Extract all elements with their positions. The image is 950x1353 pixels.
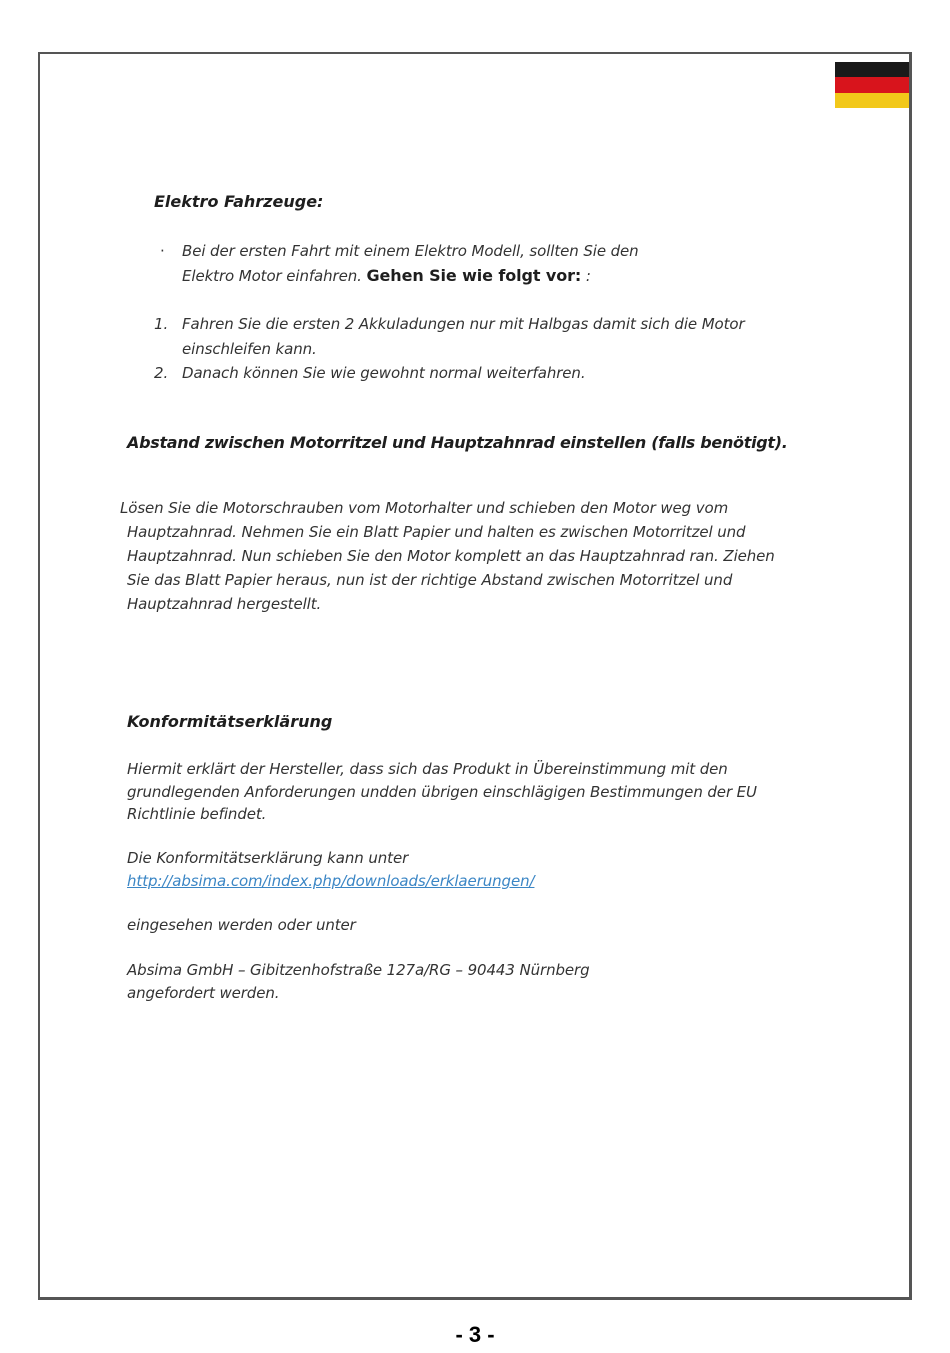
gear-text-line-4: Sie das Blatt Papier heraus, nun ist der richtige Abstand zwischen Motorritzel und [127, 571, 733, 589]
conformity-line-2: grundlegenden Anforderungen undden übrigen einschlägigen Bestimmungen der EU [127, 783, 757, 801]
conformity-link-intro: Die Konformitätserklärung kann unter [127, 849, 409, 867]
gear-text-line-1: Lösen Sie die Motorschrauben vom Motorhalter und schieben den Motor weg vom [120, 499, 729, 517]
section-heading-conformity: Konformitätserklärung [127, 712, 333, 731]
step-number-2: 2. [154, 364, 169, 382]
bullet-mark: · [160, 242, 165, 260]
conformity-alt-text: eingesehen werden oder unter [127, 916, 356, 934]
bullet-line-1: Bei der ersten Fahrt mit einem Elektro Modell, sollten Sie den [182, 242, 639, 260]
conformity-line-1: Hiermit erklärt der Hersteller, dass sich das Produkt in Übereinstimmung mit den [127, 760, 728, 778]
bullet-line-2-tail: : [581, 267, 591, 285]
section-heading-electro: Elektro Fahrzeuge: [154, 192, 324, 211]
bullet-line-2-bold: Gehen Sie wie folgt vor: [366, 266, 582, 285]
step-1-line-1: Fahren Sie die ersten 2 Akkuladungen nur mit Halbgas damit sich die Motor [182, 315, 745, 333]
address-line-1: Absima GmbH – Gibitzenhofstraße 127a/RG – 90443 Nürnberg [127, 961, 590, 979]
page-number: - 3 - [455, 1322, 495, 1347]
bullet-line-2-text: Elektro Motor einfahren. [182, 267, 367, 285]
section-heading-gear: Abstand zwischen Motorritzel und Hauptzahnrad einstellen (falls benötigt). [127, 433, 788, 452]
step-2-line-1: Danach können Sie wie gewohnt normal weiterfahren. [182, 364, 586, 382]
gear-text-line-5: Hauptzahnrad hergestellt. [127, 595, 322, 613]
step-number-1: 1. [154, 315, 169, 333]
bullet-line-2 [182, 264, 591, 288]
gear-text-line-2: Hauptzahnrad. Nehmen Sie ein Blatt Papier und halten es zwischen Motorritzel und [127, 523, 746, 541]
step-1-line-2: einschleifen kann. [182, 340, 317, 358]
germany-flag-icon [835, 62, 909, 108]
conformity-line-3: Richtlinie befindet. [127, 805, 267, 823]
conformity-link[interactable]: http://absima.com/index.php/downloads/erklaerungen/ [127, 872, 535, 890]
gear-text-line-3: Hauptzahnrad. Nun schieben Sie den Motor komplett an das Hauptzahnrad ran. Ziehen [127, 547, 775, 565]
address-line-2: angefordert werden. [127, 984, 280, 1002]
